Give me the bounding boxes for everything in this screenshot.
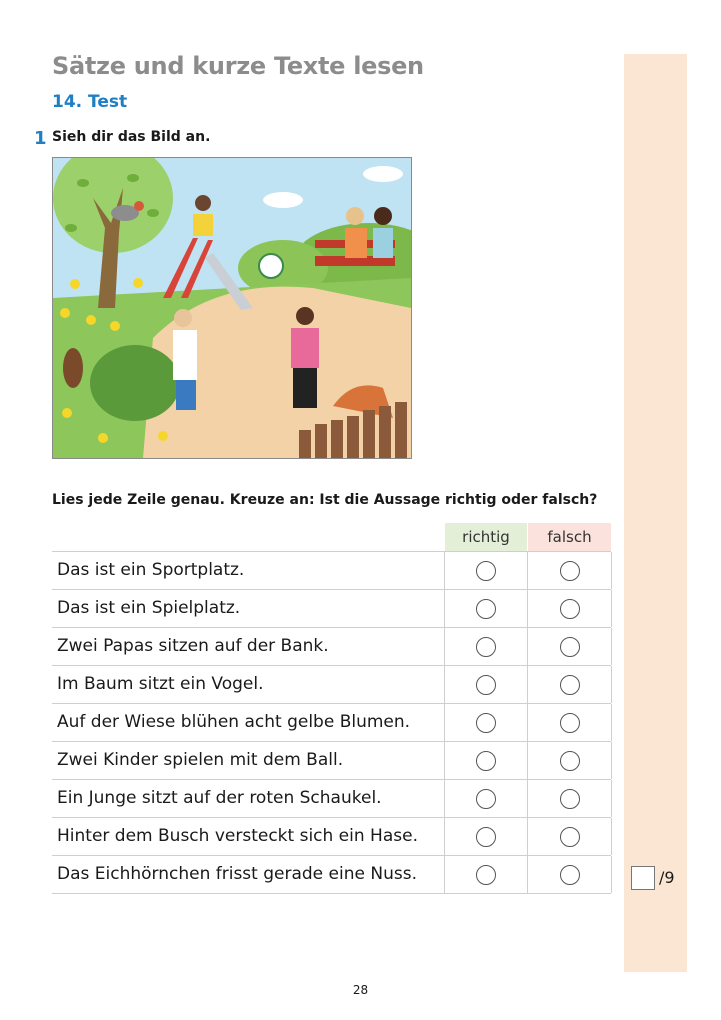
richtig-cell (444, 780, 527, 817)
richtig-option[interactable] (476, 675, 496, 695)
falsch-cell (527, 818, 612, 855)
falsch-cell (527, 704, 612, 741)
statement-text: Hinter dem Busch versteckt sich ein Hase. (57, 826, 418, 846)
statement-text: Auf der Wiese blühen acht gelbe Blumen. (57, 712, 411, 732)
table-row (52, 628, 611, 666)
richtig-option[interactable] (476, 789, 496, 809)
richtig-cell (444, 590, 527, 627)
table-row (52, 780, 611, 818)
table-row (52, 742, 611, 780)
falsch-cell (527, 552, 612, 589)
falsch-option[interactable] (560, 599, 580, 619)
table-row (52, 552, 611, 590)
richtig-option[interactable] (476, 599, 496, 619)
falsch-option[interactable] (560, 675, 580, 695)
statement-text: Das ist ein Spielplatz. (57, 598, 241, 618)
table-row (52, 856, 611, 894)
statement-text: Ein Junge sitzt auf der roten Schaukel. (57, 788, 382, 808)
score-total: /9 (659, 868, 675, 887)
richtig-option[interactable] (476, 561, 496, 581)
falsch-option[interactable] (560, 637, 580, 657)
table-row (52, 590, 611, 628)
richtig-cell (444, 856, 527, 893)
richtig-option[interactable] (476, 713, 496, 733)
richtig-cell (444, 552, 527, 589)
richtig-cell (444, 628, 527, 665)
playground-illustration (52, 157, 412, 459)
richtig-cell (444, 818, 527, 855)
page-number: 28 (352, 983, 369, 997)
test-subheading: 14. Test (52, 92, 128, 112)
score-input-box[interactable] (631, 866, 655, 890)
falsch-cell (527, 590, 612, 627)
table-row (52, 818, 611, 856)
falsch-option[interactable] (560, 751, 580, 771)
richtig-cell (444, 704, 527, 741)
falsch-cell (527, 666, 612, 703)
task-question: Lies jede Zeile genau. Kreuze an: Ist die Aussage richtig oder falsch? (52, 492, 598, 508)
side-margin-strip (624, 54, 687, 972)
statement-text: Zwei Kinder spielen mit dem Ball. (57, 750, 344, 770)
falsch-cell (527, 742, 612, 779)
task-instruction: Sieh dir das Bild an. (52, 129, 211, 145)
richtig-option[interactable] (476, 865, 496, 885)
falsch-option[interactable] (560, 789, 580, 809)
column-header-falsch: falsch (528, 523, 611, 551)
falsch-option[interactable] (560, 561, 580, 581)
statement-text: Zwei Papas sitzen auf der Bank. (57, 636, 329, 656)
statement-text: Im Baum sitzt ein Vogel. (57, 674, 264, 694)
falsch-cell (527, 856, 612, 893)
richtig-cell (444, 666, 527, 703)
richtig-cell (444, 742, 527, 779)
falsch-cell (527, 780, 612, 817)
statement-text: Das Eichhörnchen frisst gerade eine Nuss. (57, 864, 417, 884)
falsch-cell (527, 628, 612, 665)
richtig-option[interactable] (476, 751, 496, 771)
falsch-option[interactable] (560, 865, 580, 885)
richtig-option[interactable] (476, 827, 496, 847)
statement-table (52, 551, 611, 894)
page-heading: Sätze und kurze Texte lesen (52, 52, 424, 80)
task-number: 1 (34, 128, 47, 149)
table-row (52, 704, 611, 742)
richtig-option[interactable] (476, 637, 496, 657)
falsch-option[interactable] (560, 827, 580, 847)
column-header-richtig: richtig (445, 523, 527, 551)
statement-text: Das ist ein Sportplatz. (57, 560, 245, 580)
falsch-option[interactable] (560, 713, 580, 733)
table-row (52, 666, 611, 704)
